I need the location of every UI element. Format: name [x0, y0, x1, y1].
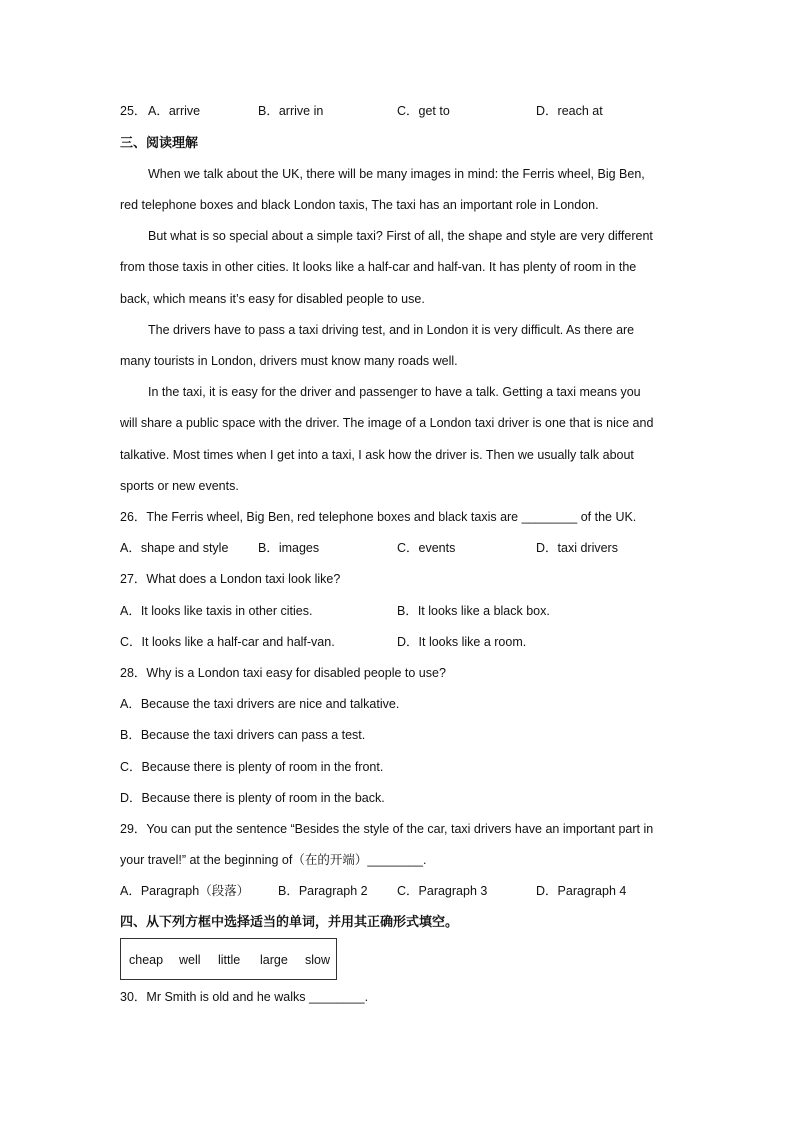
passage-line: But what is so special about a simple taxi? First of all, the shape and style are very different — [148, 229, 653, 243]
option-a: A．It looks like taxis in other cities. — [120, 604, 313, 618]
question-stem: 29．You can put the sentence “Besides the style of the car, taxi drivers have an important part in — [120, 822, 654, 836]
option-d: D．taxi drivers — [536, 541, 618, 555]
option-a: A．Because the taxi drivers are nice and talkative. — [120, 697, 400, 711]
word-bank-word: cheap — [129, 953, 164, 967]
option-c: C．It looks like a half-car and half-van. — [120, 635, 335, 649]
passage-line: back, which means it’s easy for disabled people to use. — [120, 292, 425, 306]
question-26 — [0, 505, 794, 529]
word-bank-word: little — [218, 953, 241, 967]
word-bank-word: well — [179, 953, 201, 967]
option-d: D．Because there is plenty of room in the back. — [120, 791, 385, 805]
option-c: C．get to — [397, 104, 450, 118]
question-stem: 26．The Ferris wheel, Big Ben, red telephone boxes and black taxis are ________ of the UK. — [120, 510, 637, 524]
option-b: B．arrive in — [258, 104, 324, 118]
option-b: B．Paragraph 2 — [278, 884, 368, 898]
option-d: D．It looks like a room. — [397, 635, 527, 649]
option-d: D．Paragraph 4 — [536, 884, 627, 898]
option-a-text: A．arrive — [148, 104, 201, 118]
question-27 — [0, 567, 794, 591]
option-b: B．images — [258, 541, 320, 555]
passage-line: red telephone boxes and black London taxis, The taxi has an important role in London. — [120, 198, 599, 212]
passage-line: many tourists in London, drivers must know many roads well. — [120, 354, 458, 368]
option-b: B．Because the taxi drivers can pass a test. — [120, 728, 366, 742]
passage-line: talkative. Most times when I get into a taxi, I ask how the driver is. Then we usually talk about — [120, 448, 634, 462]
question-stem: 28．Why is a London taxi easy for disabled people to use? — [120, 666, 446, 680]
passage-line: The drivers have to pass a taxi driving test, and in London it is very difficult. As there are — [148, 323, 635, 337]
question-25-options — [0, 99, 794, 123]
passage-line: In the taxi, it is easy for the driver and passenger to have a talk. Getting a taxi means you — [148, 385, 641, 399]
section-title: 三、阅读理解 — [120, 135, 199, 150]
word-bank-box — [120, 938, 337, 980]
question-29-cont — [0, 848, 794, 872]
option-a: A．Paragraph（段落） — [120, 884, 250, 898]
question-30 — [0, 985, 794, 1009]
passage-line: from those taxis in other cities. It looks like a half-car and half-van. It has plenty of room in the — [120, 260, 637, 274]
question-27-options-row2 — [0, 630, 794, 654]
option-c: C．Because there is plenty of room in the front. — [120, 760, 384, 774]
question-29 — [0, 817, 794, 841]
section-heading-reading — [0, 131, 794, 155]
passage-line: will share a public space with the driver. The image of a London taxi driver is one that is nice and — [120, 416, 654, 430]
question-28 — [0, 661, 794, 685]
question-29-options — [0, 879, 794, 903]
option-d: D．reach at — [536, 104, 603, 118]
passage-line: sports or new events. — [120, 479, 239, 493]
option-a: 25． — [120, 104, 147, 118]
question-stem-cont: your travel!” at the beginning of（在的开端）________. — [120, 853, 427, 867]
option-c: C．Paragraph 3 — [397, 884, 488, 898]
question-stem: 30．Mr Smith is old and he walks ________. — [120, 990, 369, 1004]
word-bank-word: large — [260, 953, 288, 967]
section-heading-fill-in — [0, 910, 794, 934]
word-bank-word: slow — [305, 953, 331, 967]
passage-line: When we talk about the UK, there will be many images in mind: the Ferris wheel, Big Ben, — [148, 167, 645, 181]
section-title: 四、从下列方框中选择适当的单词，并用其正确形式填空。 — [120, 914, 459, 929]
option-c: C．events — [397, 541, 456, 555]
question-26-options — [0, 536, 794, 560]
option-a: A．shape and style — [120, 541, 229, 555]
question-stem: 27．What does a London taxi look like? — [120, 572, 341, 586]
question-27-options-row1 — [0, 599, 794, 623]
option-b: B．It looks like a black box. — [397, 604, 550, 618]
